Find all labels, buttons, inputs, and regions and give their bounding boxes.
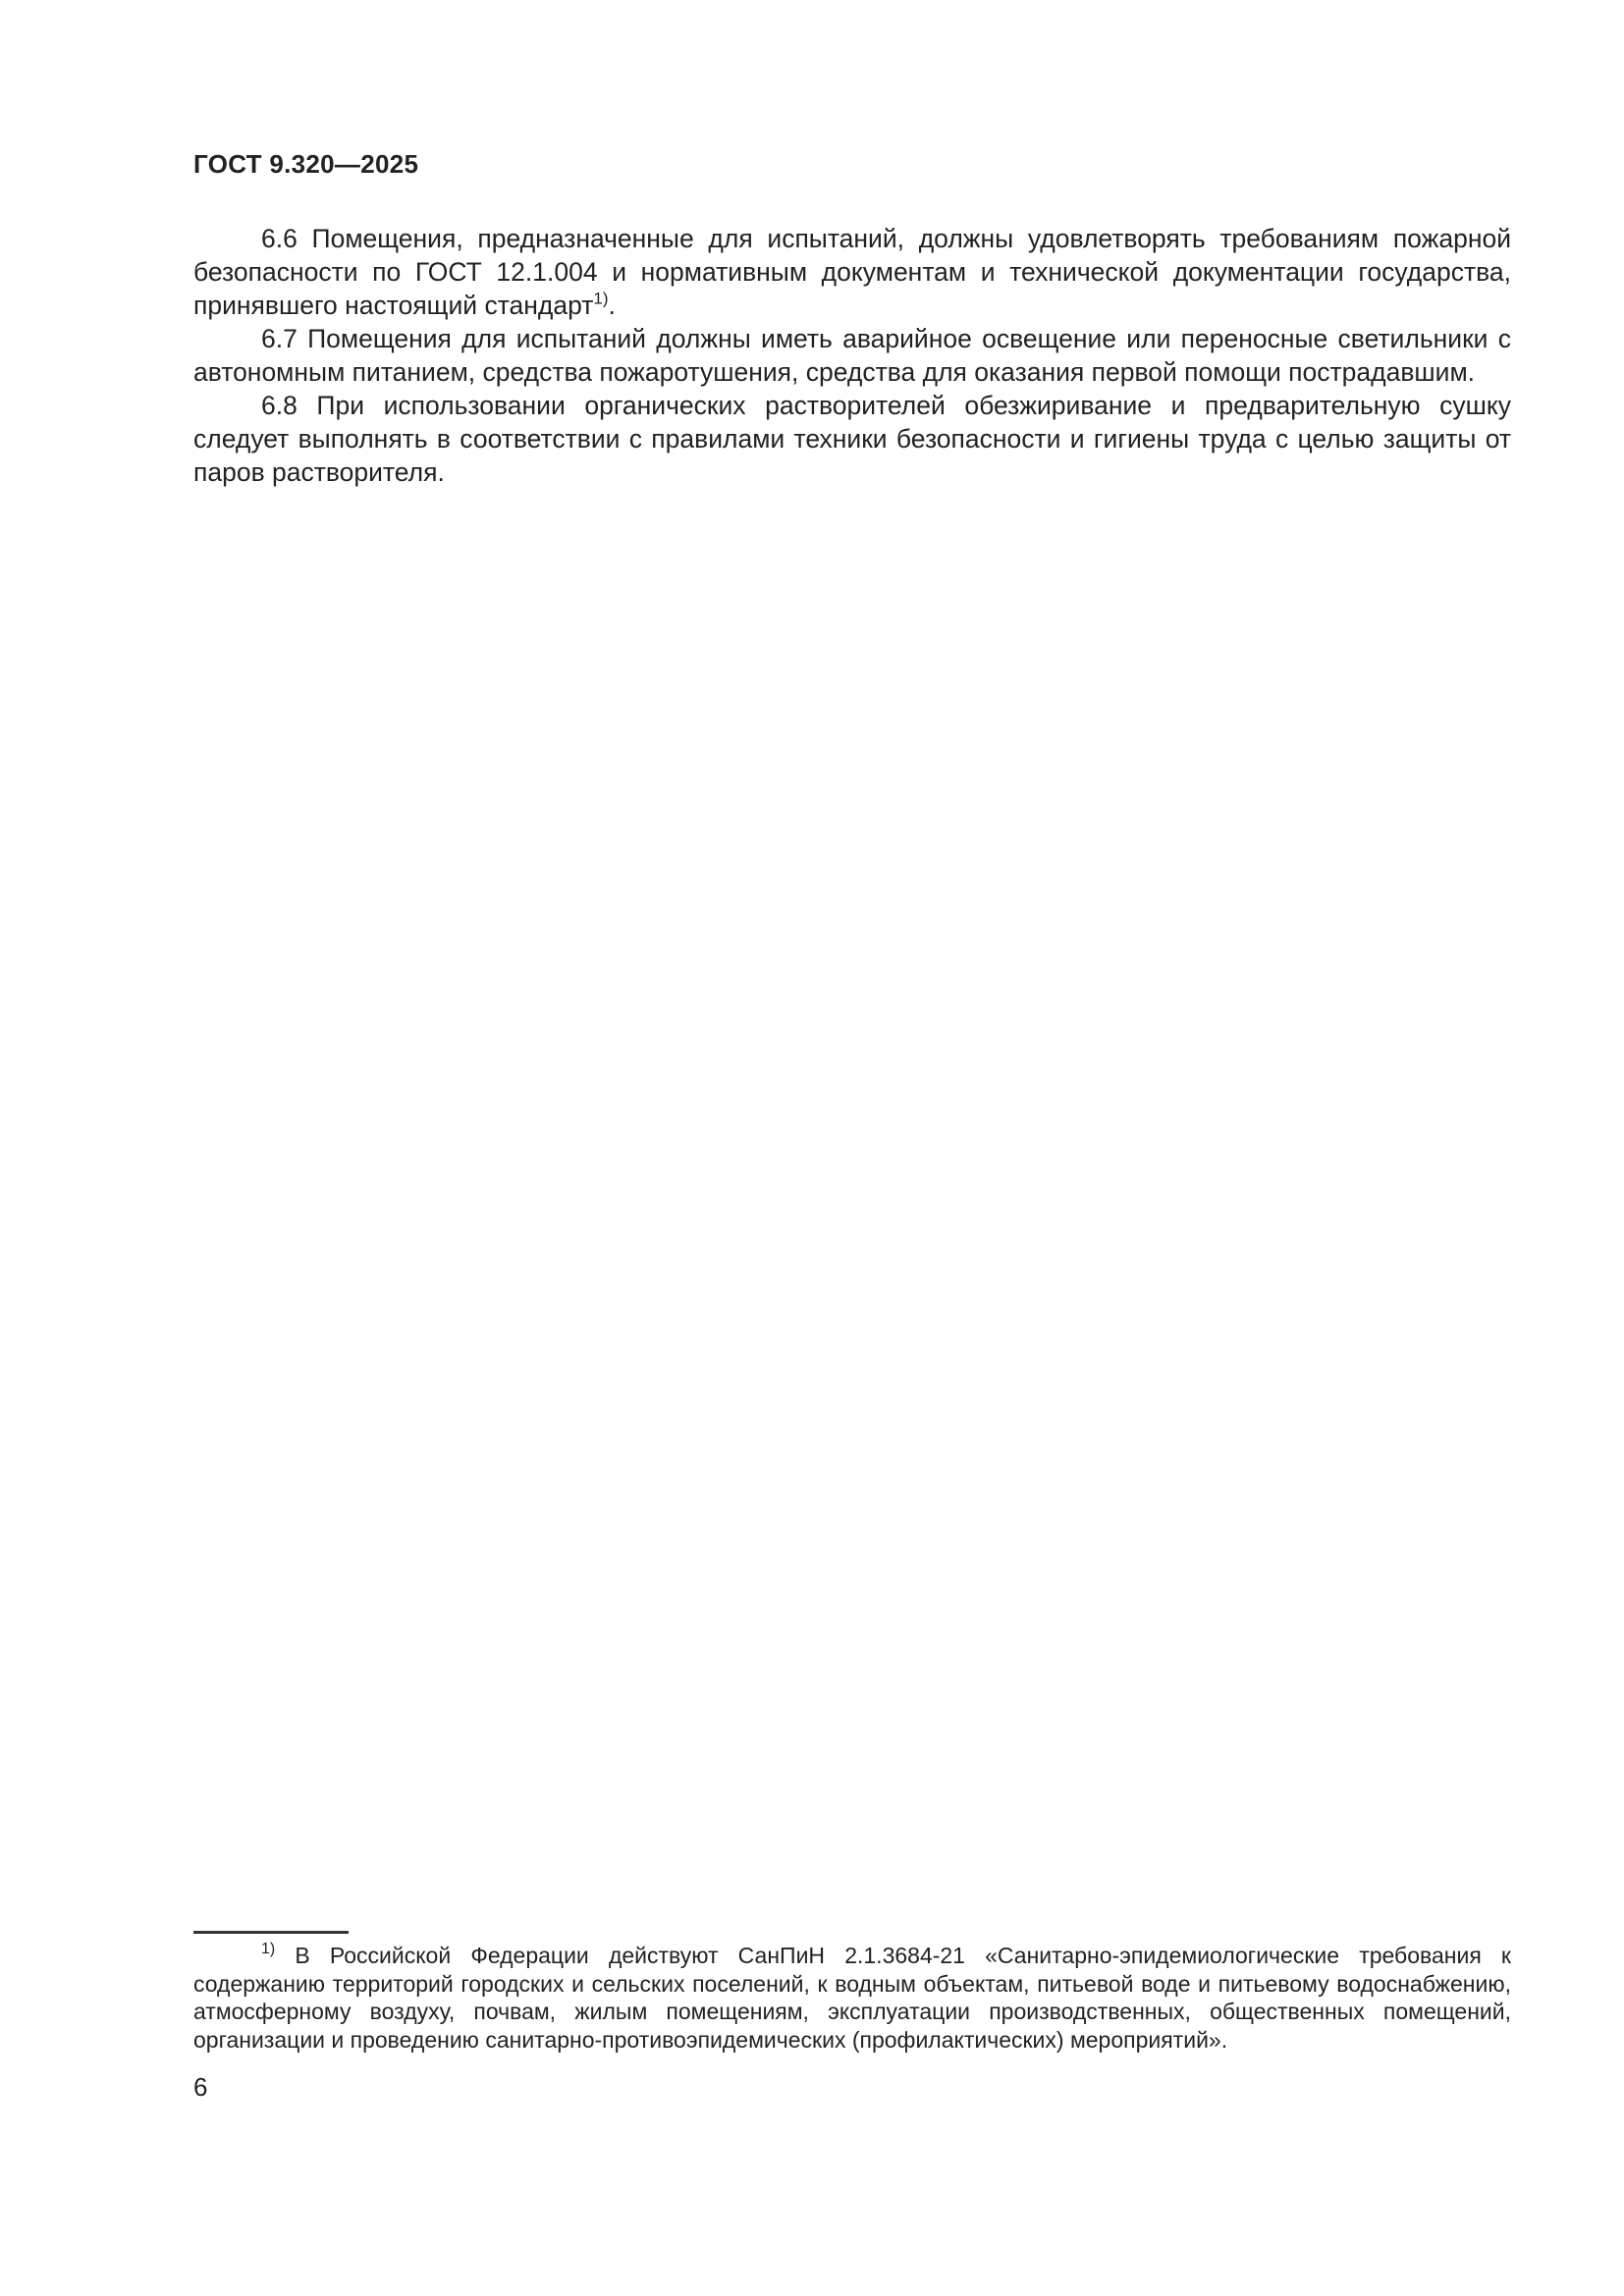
page-header-standard-code: ГОСТ 9.320—2025 bbox=[193, 149, 419, 179]
paragraph-6-6-tail: . bbox=[608, 291, 616, 320]
paragraph-6-8: 6.8 При использовании органических растворителей обезжиривание и предварительную сушку следует выполнять в соответствии с правилами техники безопасности и гигиены труда с целью защиты от паров растворителя. bbox=[193, 391, 1511, 487]
footnote bbox=[193, 1942, 1511, 2054]
footnote-text: В Российской Федерации действуют СанПиН 2.1.3684-21 «Санитарно-эпидемиологические требования к содержанию территорий городских и сельских поселений, к водным объектам, питьевой воде и питьевому водоснабжению, атмосферному воздуху, почвам, жилым помещениям, эксплуатации производственных, общественных помещений, организации и проведению санитарно-противоэпидемических (профилактических) мероприятий». bbox=[193, 1943, 1511, 2053]
footnote-divider bbox=[193, 1931, 349, 1934]
paragraph-6-6-text: 6.6 Помещения, предназначенные для испытаний, должны удовлетворять требованиям пожарной безопасности по ГОСТ 12.1.004 и нормативным документам и технической документации государства, принявшего настоящий стандарт bbox=[193, 224, 1511, 320]
paragraph-6-7: 6.7 Помещения для испытаний должны иметь аварийное освещение или переносные светильники с автономным питанием, средства пожаротушения, средства для оказания первой помощи пострадавшим. bbox=[193, 324, 1511, 387]
footnote-reference: 1) bbox=[593, 289, 609, 308]
footnote-marker: 1) bbox=[261, 1941, 276, 1958]
paragraph-6-6 bbox=[193, 222, 1511, 322]
page-number: 6 bbox=[193, 2072, 208, 2102]
main-text bbox=[193, 222, 1511, 489]
